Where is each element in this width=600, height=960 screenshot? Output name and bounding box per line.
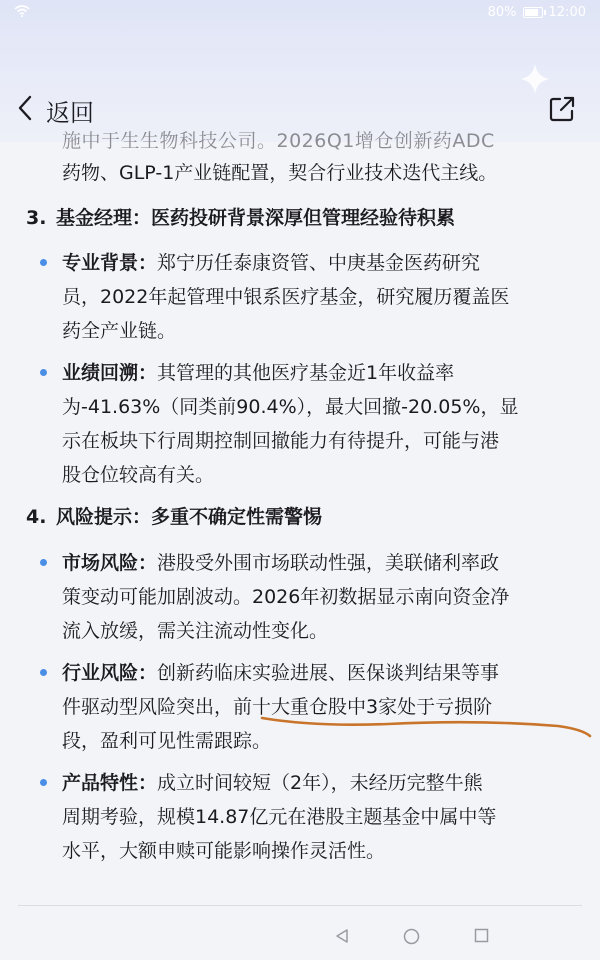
bullet-text: 创新药临床实验进展、医保谈判结果等事: [157, 662, 500, 684]
list-item-line: [62, 356, 454, 390]
text-line: 药物、GLP-1产业链配置，契合行业技术迭代主线。: [62, 162, 498, 184]
bullet-text: 港股受外围市场联动性强，美联储利率政: [157, 552, 500, 574]
bullet-dot: [40, 779, 47, 786]
nav-back-button[interactable]: [334, 928, 350, 948]
list-item-line: 为-41.63%（同类前90.4%），最大回撤-20.05%，显: [62, 396, 519, 418]
bullet-label: 专业背景：: [62, 252, 158, 274]
section-heading-4: [26, 500, 322, 534]
system-nav-bar: [0, 912, 600, 960]
back-button[interactable]: [18, 92, 94, 128]
section-title: 基金经理：医药投研背景深厚但管理经验待积累: [56, 207, 456, 229]
back-arrow-icon: [18, 95, 32, 125]
bullet-text: 郑宁历任泰康资管、中庚基金医药研究: [157, 252, 481, 274]
list-item-line: [62, 546, 499, 580]
wifi-icon: [14, 5, 30, 21]
share-icon: [548, 95, 576, 123]
list-item-line: 示在板块下行周期控制回撤能力有待提升，可能与港: [62, 430, 500, 452]
list-item-line: 件驱动型风险突出，前十大重仓股中3家处于亏损阶: [62, 696, 493, 718]
list-item-line: 员，2022年起管理中银系医疗基金，研究履历覆盖医: [62, 286, 510, 308]
sparkle-icon: [518, 62, 552, 100]
nav-home-icon: [403, 928, 420, 945]
bullet-label: 产品特性：: [62, 772, 158, 794]
handwritten-underline-annotation: [258, 700, 594, 744]
article-content: [0, 130, 600, 912]
list-item-line: 周期考验，规模14.87亿元在港股主题基金中属中等: [62, 806, 497, 828]
battery-percent: 80%: [487, 5, 517, 20]
section-number: 3.: [26, 207, 47, 229]
list-item-line: 股仓位较高有关。: [62, 464, 215, 486]
bullet-dot: [40, 669, 47, 676]
list-item-line: 流入放缓，需关注流动性变化。: [62, 620, 329, 642]
bullet-label: 业绩回溯：: [62, 362, 158, 384]
nav-back-icon: [334, 928, 350, 944]
bullet-dot: [40, 369, 47, 376]
list-item-line: 策变动可能加剧波动。2026年初数据显示南向资金净: [62, 586, 510, 608]
list-item-line: [62, 246, 480, 280]
section-heading-3: [26, 201, 455, 235]
list-item-line: [62, 766, 483, 800]
nav-recents-button[interactable]: [474, 928, 489, 947]
battery-icon: [523, 7, 543, 18]
bullet-dot: [40, 259, 47, 266]
status-bar: [0, 0, 600, 24]
nav-recents-icon: [474, 928, 489, 943]
list-item-line: 段，盈利可见性需跟踪。: [62, 730, 272, 752]
clipped-text-line: 施中于生生物科技公司。2026Q1增仓创新药ADC: [62, 130, 495, 152]
bullet-dot: [40, 559, 47, 566]
bullet-text: 成立时间较短（2年），未经历完整牛熊: [157, 772, 483, 794]
list-item-line: [62, 656, 499, 690]
bullet-label: 行业风险：: [62, 662, 158, 684]
nav-home-button[interactable]: [403, 928, 420, 949]
back-label: 返回: [46, 98, 94, 127]
section-number: 4.: [26, 506, 47, 528]
clock: 12:00: [548, 5, 586, 20]
section-title: 风险提示：多重不确定性需警惕: [56, 506, 323, 528]
app-header: [0, 0, 600, 142]
list-item-line: 药全产业链。: [62, 320, 177, 342]
divider: [18, 905, 582, 906]
bullet-text: 其管理的其他医疗基金近1年收益率: [157, 362, 455, 384]
share-button[interactable]: [548, 95, 576, 127]
bullet-label: 市场风险：: [62, 552, 158, 574]
list-item-line: 水平，大额申赎可能影响操作灵活性。: [62, 840, 386, 862]
